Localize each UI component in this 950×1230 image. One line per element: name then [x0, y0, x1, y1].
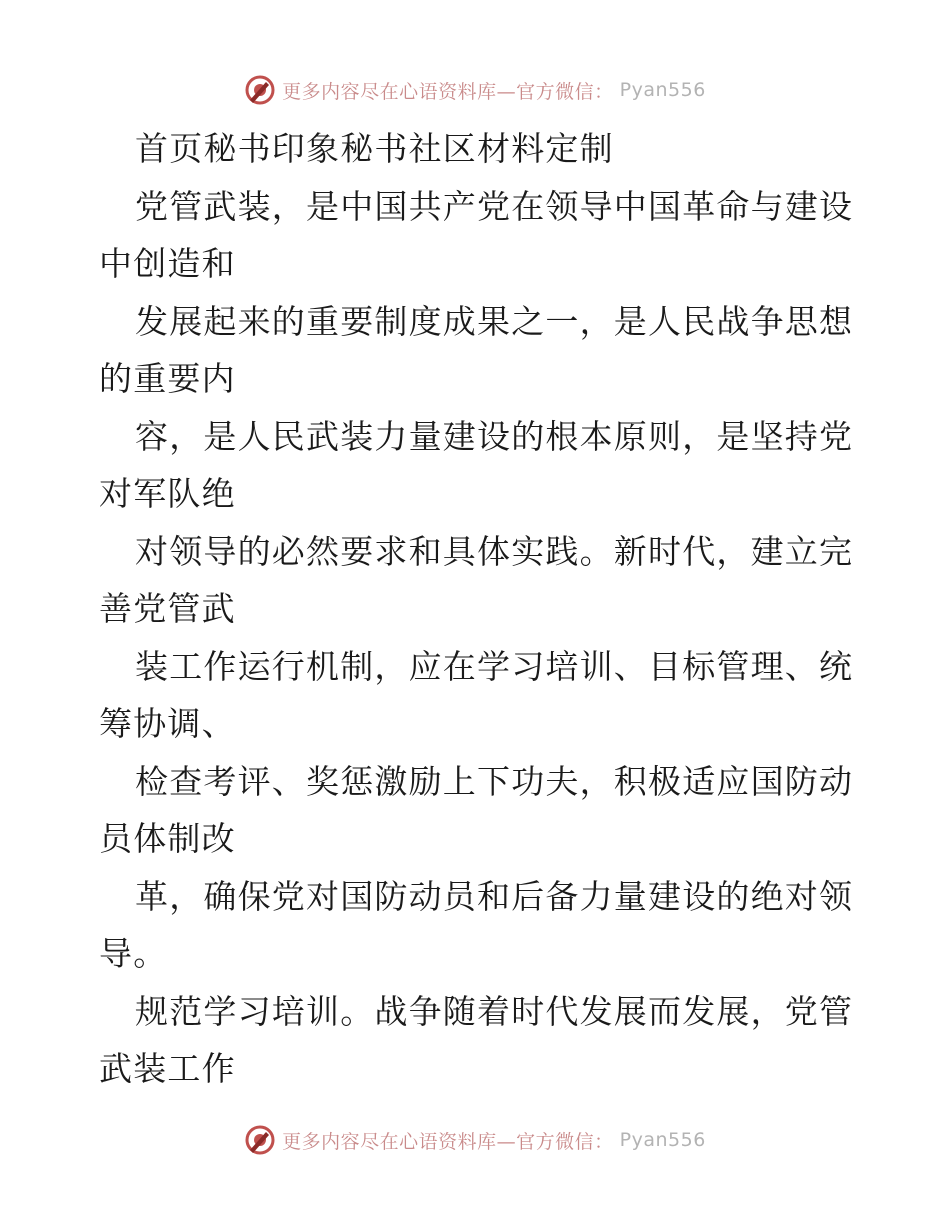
doc-line: 员体制改	[99, 819, 236, 858]
document-body	[99, 120, 859, 1098]
doc-line: 党管武装，是中国共产党在领导中国革命与建设	[135, 186, 854, 226]
footer-watermark	[0, 1120, 950, 1160]
doc-line: 中创造和	[99, 244, 236, 283]
doc-line: 装工作运行机制，应在学习培训、目标管理、统	[135, 646, 854, 686]
doc-line: 规范学习培训。战争随着时代发展而发展，党管	[135, 991, 854, 1031]
watermark-text: 更多内容尽在心语资料库—官方微信：	[282, 80, 614, 103]
doc-line: 善党管武	[99, 589, 236, 628]
doc-line: 对军队绝	[99, 474, 236, 513]
header-watermark	[0, 70, 950, 110]
doc-line: 容，是人民武装力量建设的根本原则，是坚持党	[135, 416, 854, 456]
pen-logo-icon	[244, 1124, 276, 1156]
pen-logo-icon	[244, 74, 276, 106]
doc-line: 革，确保党对国防动员和后备力量建设的绝对领	[135, 876, 854, 916]
doc-line: 检查考评、奖惩激励上下功夫，积极适应国防动	[135, 761, 854, 801]
doc-line: 发展起来的重要制度成果之一，是人民战争思想	[135, 301, 854, 341]
watermark-text: 更多内容尽在心语资料库—官方微信：	[282, 1130, 614, 1153]
watermark-wechat-id: Pyan556	[619, 79, 706, 101]
doc-line: 筹协调、	[99, 704, 236, 743]
doc-line: 对领导的必然要求和具体实践。新时代，建立完	[135, 531, 854, 571]
doc-line: 导。	[99, 934, 168, 973]
doc-line: 首页秘书印象秘书社区材料定制	[135, 129, 614, 168]
doc-line: 武装工作	[99, 1049, 236, 1088]
doc-line: 的重要内	[99, 359, 236, 398]
watermark-wechat-id: Pyan556	[619, 1129, 706, 1151]
